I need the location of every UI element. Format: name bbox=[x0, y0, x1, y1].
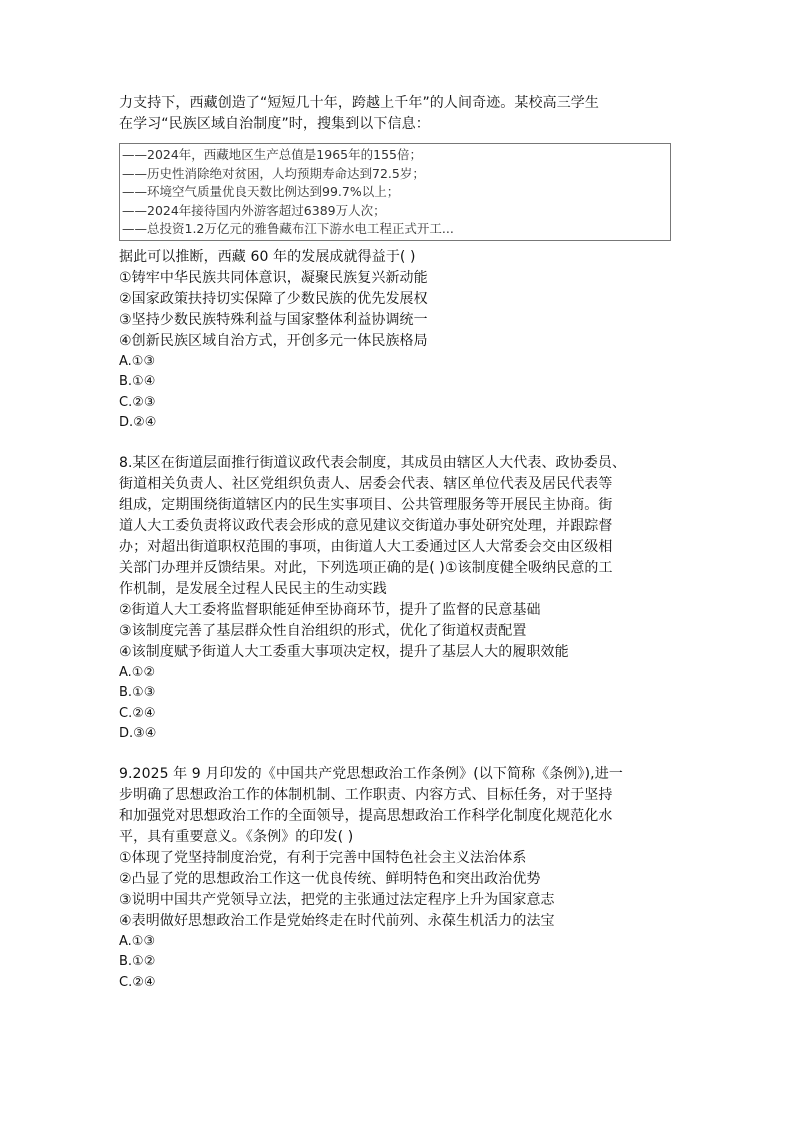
info-item: ——总投资1.2万亿元的雅鲁藏布江下游水电工程正式开工... bbox=[122, 221, 454, 236]
statement: ②国家政策扶持切实保障了少数民族的优先发展权 bbox=[119, 290, 428, 307]
intro-paragraph bbox=[119, 93, 679, 135]
statement: ②凸显了党的思想政治工作这一优良传统、鲜明特色和突出政治优势 bbox=[119, 870, 541, 887]
option-a: A.①② bbox=[119, 664, 156, 680]
question-text-line: 关部门办理并反馈结果。对此，下列选项正确的是( )①该制度健全吸纳民意的工 bbox=[119, 559, 613, 576]
statement: ③坚持少数民族特殊利益与国家整体利益协调统一 bbox=[119, 311, 428, 328]
question-text-line: 8.某区在街道层面推行街道议政代表会制度，其成员由辖区人大代表、政协委员、 bbox=[119, 454, 627, 471]
document-page bbox=[119, 93, 679, 993]
option-b: B.①④ bbox=[119, 374, 156, 389]
question-text-line: 9.2025 年 9 月印发的《中国共产党思想政治工作条例》(以下简称《条例》),进一 bbox=[119, 765, 623, 782]
statement: ①铸牢中华民族共同体意识，凝聚民族复兴新动能 bbox=[119, 269, 428, 286]
question-text-line: 和加强党对思想政治工作的全面领导，提高思想政治工作科学化制度化规范化水 bbox=[119, 807, 613, 824]
question-text-line: 办；对超出街道职权范围的事项，由街道人大工委通过区人大常委会交由区级相 bbox=[119, 538, 613, 555]
statement: ④创新民族区域自治方式，开创多元一体民族格局 bbox=[119, 332, 428, 349]
question-text-line: 街道相关负责人、社区党组织负责人、居委会代表、辖区单位代表及居民代表等 bbox=[119, 475, 613, 492]
question-7 bbox=[119, 247, 679, 434]
statement: ④表明做好思想政治工作是党始终走在时代前列、永葆生机活力的法宝 bbox=[119, 912, 555, 929]
question-stem: 据此可以推断，西藏 60 年的发展成就得益于( ) bbox=[119, 248, 416, 265]
option-b: B.①③ bbox=[119, 685, 156, 700]
statement: ②街道人大工委将监督职能延伸至协商环节，提升了监督的民意基础 bbox=[119, 601, 541, 618]
info-box bbox=[119, 143, 671, 241]
question-text-line: 道人大工委负责将议政代表会形成的意见建议交街道办事处研究处理，并跟踪督 bbox=[119, 517, 613, 534]
statement: ④该制度赋予街道人大工委重大事项决定权，提升了基层人大的履职效能 bbox=[119, 643, 569, 660]
statement: ③该制度完善了基层群众性自治组织的形式，优化了街道权责配置 bbox=[119, 622, 527, 639]
question-text-line: 组成，定期围绕街道辖区内的民生实事项目、公共管理服务等开展民主协商。街 bbox=[119, 496, 613, 513]
info-item: ——2024年接待国内外游客超过6389万人次； bbox=[122, 202, 386, 218]
info-item: ——环境空气质量优良天数比例达到99.7%以上； bbox=[122, 184, 400, 199]
question-text-line: 作机制，是发展全过程人民民主的生动实践 bbox=[119, 580, 387, 597]
statement: ①体现了党坚持制度治党，有利于完善中国特色社会主义法治体系 bbox=[119, 849, 527, 866]
option-c: C.②③ bbox=[119, 394, 156, 410]
info-item: ——历史性消除绝对贫困，人均预期寿命达到72.5岁； bbox=[122, 165, 425, 181]
intro-line: 在学习“民族区域自治制度”时，搜集到以下信息： bbox=[119, 116, 430, 132]
question-text-line: 步明确了思想政治工作的体制机制、工作职责、内容方式、目标任务，对于坚持 bbox=[119, 786, 613, 803]
question-9 bbox=[119, 764, 679, 994]
option-d: D.②④ bbox=[119, 415, 157, 430]
option-d: D.③④ bbox=[119, 726, 157, 741]
option-c: C.②④ bbox=[119, 705, 156, 721]
info-item: ——2024年，西藏地区生产总值是1965年的155倍； bbox=[122, 147, 422, 162]
question-8 bbox=[119, 453, 679, 745]
option-c: C.②④ bbox=[119, 974, 156, 990]
intro-line: 力支持下，西藏创造了“短短几十年，跨越上千年”的人间奇迹。某校高三学生 bbox=[119, 95, 600, 111]
option-b: B.①② bbox=[119, 954, 156, 969]
statement: ③说明中国共产党领导立法，把党的主张通过法定程序上升为国家意志 bbox=[119, 891, 555, 908]
question-text-line: 平，具有重要意义。《条例》的印发( ) bbox=[119, 828, 354, 845]
option-a: A.①③ bbox=[119, 353, 156, 369]
option-a: A.①③ bbox=[119, 933, 156, 949]
